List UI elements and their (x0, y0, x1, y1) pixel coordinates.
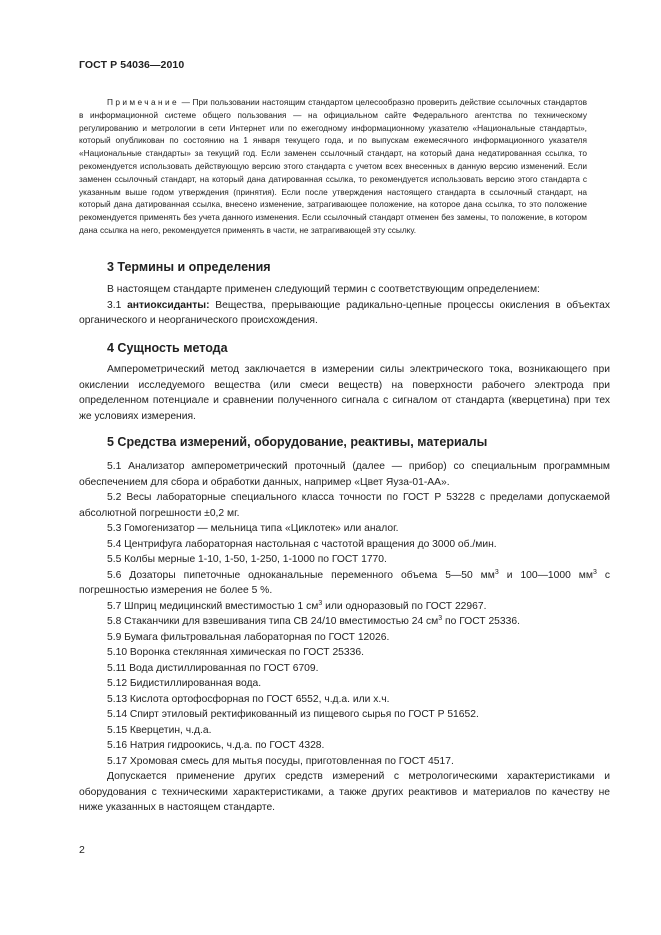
note-label: Примечание (107, 97, 180, 107)
list-item: 5.7 Шприц медицинский вместимостью 1 $см^3$ или одноразовый по ГОСТ 22967. (107, 599, 487, 612)
list-item: 5.6 Дозаторы пипеточные одноканальные переменного объема 5—50 $мм^3$ и 100—1000 $мм^3$ с погрешностью измерения не более 5 %. (79, 568, 610, 596)
document-header: ГОСТ Р 54036—2010 (79, 59, 185, 71)
list-item: 5.11 Вода дистиллированная по ГОСТ 6709. (107, 662, 319, 674)
section-4-title: 4 Сущность метода (107, 341, 228, 355)
list-item: 5.16 Натрия гидроокись, ч.д.а. по ГОСТ 4328. (107, 740, 325, 751)
section-3-body (79, 282, 610, 329)
list-item: 5.14 Спирт этиловый ректификованный из пищевого сырья по ГОСТ Р 51652. (107, 709, 479, 720)
term-antioxidants: 3.1 антиоксиданты: Вещества, прерывающие радикально-цепные процессы окисления в объектах органического и неорганического происхождения. (79, 299, 610, 326)
section-3-title: 3 Термины и определения (107, 260, 271, 274)
page-number: 2 (79, 844, 85, 856)
list-item: 5.9 Бумага фильтровальная лабораторная по ГОСТ 12026. (107, 631, 390, 643)
list-item: 5.2 Весы лабораторные специального класса точности по ГОСТ Р 53228 с пределами допускаемой абсолютной погрешности ±0,2 мг. (79, 492, 610, 519)
list-item: 5.4 Центрифуга лабораторная настольная с частотой вращения до 3000 об./мин. (107, 538, 497, 550)
list-item: 5.12 Бидистиллированная вода. (107, 678, 262, 689)
closing-paragraph: Допускается применение других средств измерений с метрологическими характеристиками и оборудования с техническими характеристиками, а также других реактивов и материалов по качеству не ниже указанных в настоящем стандарте. (79, 771, 610, 813)
term-definition: Вещества, прерывающие радикально-цепные процессы окисления в объектах органического и неорганического происхождения. (79, 299, 610, 326)
list-item: 5.5 Колбы мерные 1-10, 1-50, 1-250, 1-1000 по ГОСТ 1770. (107, 554, 387, 565)
section-5-title: 5 Средства измерений, оборудование, реактивы, материалы (107, 435, 488, 449)
list-item: 5.8 Стаканчики для взвешивания типа СВ 24/10 вместимостью 24 $см^3$ по ГОСТ 25336. (107, 615, 520, 627)
section-4-body (79, 362, 610, 424)
list-item: 5.3 Гомогенизатор — мельница типа «Циклотек» или аналог. (107, 523, 399, 534)
list-item: 5.1 Анализатор амперометрический проточный (далее — прибор) со специальным программным обеспечением для сбора и обработки данных, например «Цвет Яуза-01-АА». (79, 461, 610, 488)
note-text: — При пользовании настоящим стандартом целесообразно проверить действие ссылочных стандартов в информационной системе общего пользования — на официальном сайте Федерального агентства по техническому регулированию и метрологии в сети Интернет или по ежегодному информационному указателю «Национальные стандарты», который опубликован по состоянию на 1 января текущего года, и по выпускам ежемесячного информационного указателя «Национальные стандарты» за текущий год. Если заменен ссылочный стандарт, на который дана недатированная ссылка, то рекомендуется использовать действующую версию этого стандарта с учетом всех внесенных в данную версию изменений. Если заменен ссылочный стандарт, на который дана датированная ссылка, то рекомендуется использовать версию этого стандарта с указанным выше годом утверждения (принятия). Если после утверждения настоящего стандарта в ссылочный стандарт, на который дана датированная ссылка, внесено изменение, затрагивающее положение, на которое дана ссылка, то это положение рекомендуется применять без учета данного изменения. Если ссылочный стандарт отменен без замены, то положение, в котором дана ссылка на него, рекомендуется применять в части, не затрагивающей эту ссылку. (79, 97, 587, 235)
section-3-intro: В настоящем стандарте применен следующий термин с соответствующим определением: (107, 284, 540, 295)
reference-note (79, 96, 587, 237)
section-5-body (79, 459, 610, 816)
list-item: 5.10 Воронка стеклянная химическая по ГОСТ 25336. (107, 647, 364, 658)
list-item: 5.15 Кверцетин, ч.д.а. (107, 724, 212, 736)
section-4-text: Амперометрический метод заключается в измерении силы электрического тока, возникающего при окислении исследуемого вещества (или смеси веществ) на поверхности рабочего электрода при определенном потенциале и сравнении полученного сигнала с сигналом от стандарта (кверцетина) при тех же условиях измерения. (79, 364, 610, 422)
term-name: антиоксиданты: (127, 299, 210, 311)
list-item: 5.17 Хромовая смесь для мытья посуды, приготовленная по ГОСТ 4517. (107, 755, 454, 767)
list-item: 5.13 Кислота ортофосфорная по ГОСТ 6552, ч.д.а. или х.ч. (107, 693, 390, 705)
